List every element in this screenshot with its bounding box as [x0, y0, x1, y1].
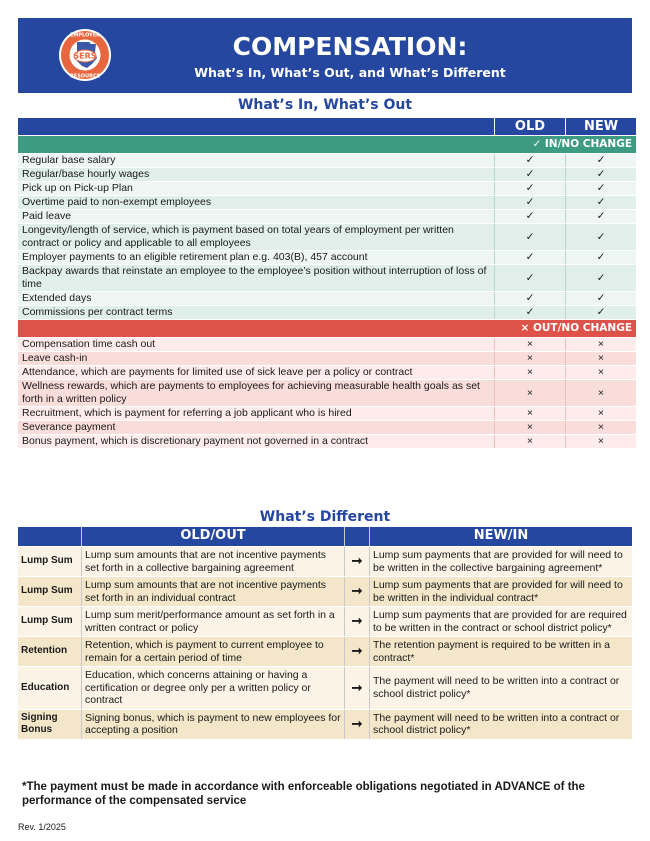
in-item-row [18, 210, 636, 224]
old-out-text: Education, which concerns attaining or having a certification or degree only per a written policy or contract [82, 667, 345, 710]
different-row [18, 637, 632, 667]
new-mark: ✓ [566, 224, 637, 251]
old-mark: ✓ [495, 210, 566, 224]
arrow-icon: ➞ [345, 607, 370, 637]
different-row [18, 667, 632, 710]
page-title: COMPENSATION: [232, 32, 468, 61]
different-row [18, 577, 632, 607]
item-label: Regular/base hourly wages [18, 168, 495, 182]
item-label: Pick up on Pick-up Plan [18, 182, 495, 196]
item-label: Severance payment [18, 421, 495, 435]
in-item-row [18, 196, 636, 210]
old-mark: × [495, 366, 566, 380]
old-mark: ✓ [495, 292, 566, 306]
out-item-row [18, 352, 636, 366]
svg-text:RESOURCE: RESOURCE [69, 73, 101, 80]
in-out-header-row [18, 118, 636, 136]
compensation-type: Education [18, 667, 82, 710]
different-row [18, 547, 632, 577]
header-blank-cell [18, 118, 495, 136]
item-label: Extended days [18, 292, 495, 306]
out-item-row [18, 338, 636, 352]
in-item-row [18, 265, 636, 292]
out-item-row [18, 435, 636, 449]
out-group-row [18, 320, 636, 338]
new-mark: ✓ [566, 265, 637, 292]
new-mark: × [566, 338, 637, 352]
new-mark: × [566, 407, 637, 421]
old-out-text: Signing bonus, which is payment to new employees for accepting a position [82, 709, 345, 739]
item-label: Attendance, which are payments for limited use of sick leave per a policy or contract [18, 366, 495, 380]
item-label: Employer payments to an eligible retirement plan e.g. 403(B), 457 account [18, 251, 495, 265]
in-item-row [18, 306, 636, 320]
svg-text:SERS: SERS [73, 51, 97, 61]
item-label: Overtime paid to non-exempt employees [18, 196, 495, 210]
old-mark: ✓ [495, 251, 566, 265]
header-blank-cell [18, 527, 82, 547]
item-label: Commissions per contract terms [18, 306, 495, 320]
new-in-text: The payment will need to be written into a contract or school district policy* [370, 667, 633, 710]
in-group-label: ✓ IN/NO CHANGE [18, 136, 636, 154]
old-mark: × [495, 435, 566, 449]
footnote: *The payment must be made in accordance with enforceable obligations negotiated in ADVANCE of the performance of the compensated service [22, 781, 585, 807]
arrow-icon: ➞ [345, 667, 370, 710]
old-mark: ✓ [495, 168, 566, 182]
new-mark: ✓ [566, 210, 637, 224]
arrow-icon: ➞ [345, 709, 370, 739]
revision-label: Rev. 1/2025 [18, 822, 66, 832]
new-mark: ✓ [566, 182, 637, 196]
in-item-row [18, 251, 636, 265]
in-item-row [18, 168, 636, 182]
new-mark: ✓ [566, 306, 637, 320]
col-old-out-header: OLD/OUT [82, 527, 345, 547]
svg-text:EMPLOYER: EMPLOYER [69, 32, 101, 39]
arrow-icon: ➞ [345, 577, 370, 607]
old-out-text: Lump sum amounts that are not incentive payments set forth in a collective bargaining agreement [82, 547, 345, 577]
in-item-row [18, 182, 636, 196]
section-title-different: What’s Different [259, 509, 391, 525]
new-mark: ✓ [566, 251, 637, 265]
old-mark: ✓ [495, 182, 566, 196]
old-mark: ✓ [495, 154, 566, 168]
new-mark: × [566, 352, 637, 366]
compensation-type: Signing Bonus [18, 709, 82, 739]
in-item-row [18, 154, 636, 168]
new-in-text: Lump sum payments that are provided for are required to be written in the contract or school district policy* [370, 607, 633, 637]
whats-different-table [18, 527, 632, 740]
header-banner [18, 18, 632, 93]
out-item-row [18, 380, 636, 407]
col-new-in-header: NEW/IN [370, 527, 633, 547]
in-group-row [18, 136, 636, 154]
new-mark: ✓ [566, 292, 637, 306]
different-row [18, 709, 632, 739]
new-mark: ✓ [566, 196, 637, 210]
old-mark: ✓ [495, 265, 566, 292]
out-item-row [18, 366, 636, 380]
compensation-type: Lump Sum [18, 577, 82, 607]
old-mark: × [495, 380, 566, 407]
old-out-text: Lump sum merit/performance amount as set forth in a written contract or policy [82, 607, 345, 637]
compensation-type: Lump Sum [18, 607, 82, 637]
different-row [18, 607, 632, 637]
old-mark: ✓ [495, 196, 566, 210]
old-out-text: Retention, which is payment to current employee to remain for a certain period of time [82, 637, 345, 667]
arrow-icon: ➞ [345, 637, 370, 667]
compensation-type: Retention [18, 637, 82, 667]
item-label: Leave cash-in [18, 352, 495, 366]
compensation-type: Lump Sum [18, 547, 82, 577]
old-mark: × [495, 352, 566, 366]
new-mark: × [566, 366, 637, 380]
old-mark: ✓ [495, 224, 566, 251]
item-label: Backpay awards that reinstate an employee to the employee’s position without interruption of loss of time [18, 265, 495, 292]
section-title-in-out: What’s In, What’s Out [237, 97, 413, 113]
different-header-row [18, 527, 632, 547]
old-mark: × [495, 338, 566, 352]
out-group-label: × OUT/NO CHANGE [18, 320, 636, 338]
item-label: Compensation time cash out [18, 338, 495, 352]
old-mark: × [495, 407, 566, 421]
out-item-row [18, 407, 636, 421]
item-label: Bonus payment, which is discretionary payment not governed in a contract [18, 435, 495, 449]
new-in-text: The payment will need to be written into a contract or school district policy* [370, 709, 633, 739]
old-mark: ✓ [495, 306, 566, 320]
in-item-row [18, 292, 636, 306]
in-out-table [18, 118, 636, 449]
old-out-text: Lump sum amounts that are not incentive payments set forth in an individual contract [82, 577, 345, 607]
item-label: Regular base salary [18, 154, 495, 168]
out-item-row [18, 421, 636, 435]
new-mark: ✓ [566, 168, 637, 182]
in-item-row [18, 224, 636, 251]
item-label: Longevity/length of service, which is payment based on total years of employment per written contract or policy and applicable to all employees [18, 224, 495, 251]
new-mark: × [566, 380, 637, 407]
arrow-icon: ➞ [345, 547, 370, 577]
header-arrow-blank [345, 527, 370, 547]
item-label: Recruitment, which is payment for referring a job applicant who is hired [18, 407, 495, 421]
col-new-header: NEW [566, 118, 637, 136]
item-label: Paid leave [18, 210, 495, 224]
new-in-text: Lump sum payments that are provided for will need to be written in the individual contract* [370, 577, 633, 607]
new-mark: × [566, 421, 637, 435]
new-mark: × [566, 435, 637, 449]
new-in-text: Lump sum payments that are provided for will need to be written in the collective bargaining agreement* [370, 547, 633, 577]
col-old-header: OLD [495, 118, 566, 136]
old-mark: × [495, 421, 566, 435]
new-mark: ✓ [566, 154, 637, 168]
page-subtitle: What’s In, What’s Out, and What’s Different [194, 65, 506, 80]
new-in-text: The retention payment is required to be written in a contract* [370, 637, 633, 667]
item-label: Wellness rewards, which are payments to employees for achieving measurable health goals as set forth in a written policy [18, 380, 495, 407]
